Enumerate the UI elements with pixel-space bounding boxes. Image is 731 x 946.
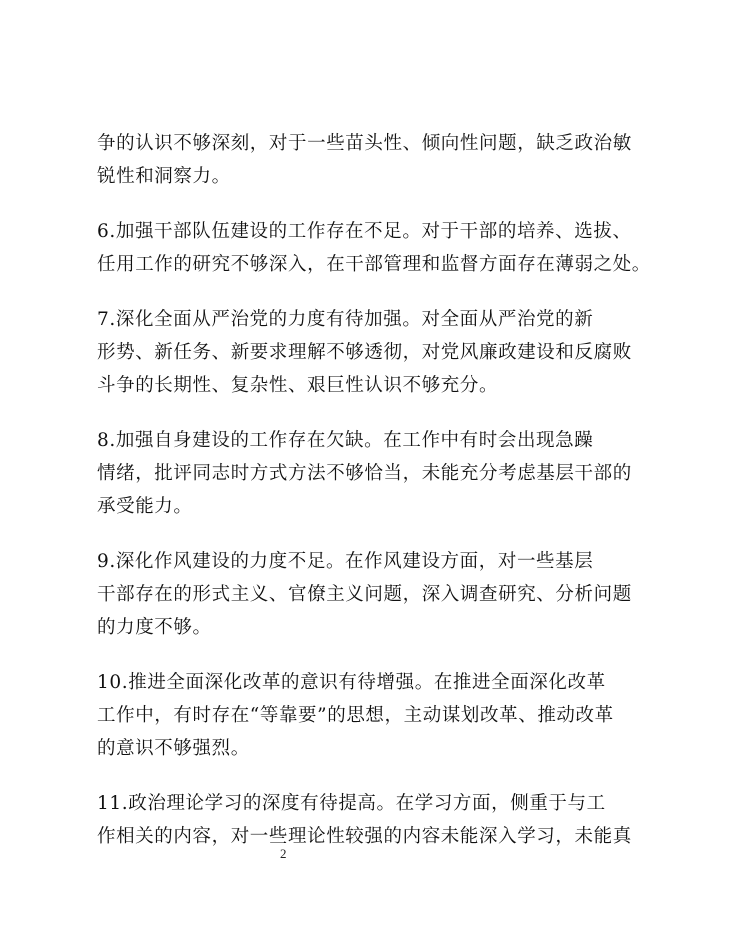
paragraph-line: 情绪，批评同志时方式方法不够恰当，未能充分考虑基层干部的 [97,463,632,484]
paragraph-line: 7.深化全面从严治党的力度有待加强。对全面从严治党的新 [97,309,594,330]
paragraph [97,127,645,193]
paragraph-line: 工作中，有时存在“等靠要”的思想，主动谋划改革、推动改革 [97,705,614,726]
page-number: 2 [280,846,287,861]
paragraph-line: 9.深化作风建设的力度不足。在作风建设方面，对一些基层 [97,551,594,572]
paragraph-line: 斗争的长期性、复杂性、艰巨性认识不够充分。 [97,375,499,396]
paragraph-line: 6.加强干部队伍建设的工作存在不足。对于干部的培养、选拔、 [97,221,632,242]
paragraph [97,215,651,281]
paragraph-line: 11.政治理论学习的深度有待提高。在学习方面，侧重于与工 [97,793,606,814]
paragraph-line: 锐性和洞察力。 [97,166,231,187]
paragraph-line: 争的认识不够深刻，对于一些苗头性、倾向性问题，缺乏政治敏 [97,133,632,154]
paragraph [97,545,645,644]
paragraph [97,424,645,523]
paragraph-line: 形势、新任务、新要求理解不够透彻，对党风廉政建设和反腐败 [97,342,632,363]
body-text [97,127,651,875]
paragraph [97,666,645,765]
paragraph-line: 作相关的内容，对一些理论性较强的内容未能深入学习，未能真 [97,826,632,847]
paragraph [97,787,645,853]
paragraph-line: 干部存在的形式主义、官僚主义问题，深入调查研究、分析问题 [97,584,632,605]
paragraph-line: 的力度不够。 [97,617,212,638]
paragraph-line: 承受能力。 [97,496,193,517]
paragraph-line: 的意识不够强烈。 [97,738,250,759]
paragraph-line: 8.加强自身建设的工作存在欠缺。在工作中有时会出现急躁 [97,430,594,451]
paragraph-line: 10.推进全面深化改革的意识有待增强。在推进全面深化改革 [97,672,606,693]
paragraph [97,303,645,402]
paragraph-line: 任用工作的研究不够深入，在干部管理和监督方面存在薄弱之处。 [97,254,651,275]
